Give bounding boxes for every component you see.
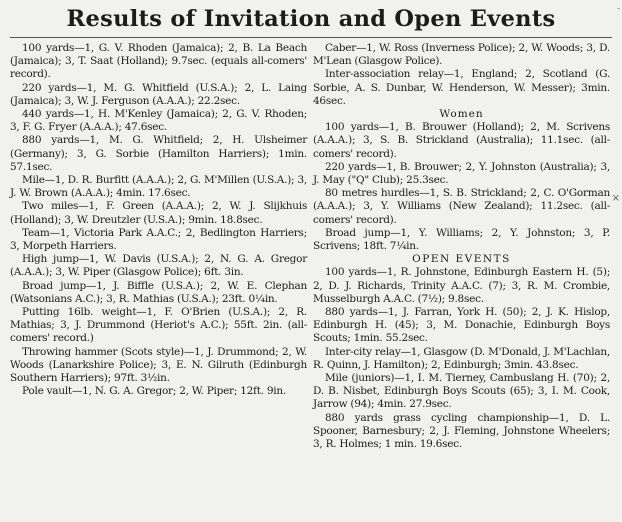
corner-dash-icon: - [616,4,620,14]
result-paragraph: 100 yards—1, R. Johnstone, Edinburgh Eastern H. (5); 2, D. J. Richards, Trinity A.A.C. (7); 3, R. M. Crombie, Musselburgh A.A.C. (7½); 9.8sec. [313,266,610,305]
result-paragraph: Broad jump—1, J. Biffle (U.S.A.); 2, W. E. Clephan (Watsonians A.C.); 3, R. Mathias (U.S.A.); 23ft. 0¼in. [10,279,307,305]
result-paragraph: 880 yards—1, J. Farran, York H. (50); 2, J. K. Hislop, Edinburgh H. (45); 3, M. Donachie, Edinburgh Boys Scouts; 1min. 55.2sec. [313,306,610,345]
result-paragraph: Pole vault—1, N. G. A. Gregor; 2, W. Piper; 12ft. 9in. [22,385,286,398]
result-paragraph: Two miles—1, F. Green (A.A.A.); 2, W. J. Slijkhuis (Holland); 3, W. Dreutzler (U.S.A.); 9min. 18.8sec. [10,200,307,226]
result-paragraph: 80 metres hurdles—1, S. B. Strickland; 2, C. O'Gorman (A.A.A.); 3, Y. Williams (New Zealand); 11.2sec. (all-comers' record). [313,187,610,226]
left-column [10,42,307,451]
scan-mark-icon: × [611,193,620,204]
result-paragraph: 100 yards—1, B. Brouwer (Holland); 2, M. Scrivens (A.A.A.); 3, S. B. Strickland (Australia); 11.1sec. (all-comers' record). [313,121,610,160]
result-paragraph: Putting 16lb. weight—1, F. O'Brien (U.S.A.); 2, R. Mathias; 3, J. Drummond (Heriot's A.C.); 55ft. 2in. (all-comers' record.) [10,306,307,345]
result-paragraph: Inter-association relay—1, England; 2, Scotland (G. Sorbie, A. S. Dunbar, W. Henderson, W. Messer); 3min. 46sec. [313,68,610,107]
title-divider [10,37,612,38]
result-paragraph: Throwing hammer (Scots style)—1, J. Drummond; 2, W. Woods (Lanarkshire Police); 3, E. N. Gilruth (Edinburgh Southern Harriers); 97ft. 3½in. [10,345,307,385]
result-paragraph: Mile (juniors)—1, I. M. Tierney, Cambuslang H. (70); 2, D. B. Nisbet, Edinburgh Boys Scouts (65); 3, I. M. Cook, Jarrow (94); 4min. 27.9sec. [313,372,610,411]
result-paragraph: 220 yards—1, M. G. Whitfield (U.S.A.); 2, L. Laing (Jamaica); 3, W. J. Ferguson (A.A.A.); 22.2sec. [10,81,307,107]
result-paragraph: 440 yards—1, H. M'Kenley (Jamaica); 2, G. V. Rhoden; 3, F. G. Fryer (A.A.A.); 47.6sec. [10,108,307,134]
women-heading: Women [439,108,484,121]
result-paragraph: 220 yards—1, B. Brouwer; 2, Y. Johnston (Australia); 3, J. May ("Q" Club); 25.3sec. [313,160,610,187]
result-paragraph: 880 yards grass cycling championship—1, D. L. Spooner, Barnesbury; 2, J. Fleming, Johnstone Wheelers; 3, R. Holmes; 1 min. 19.6sec. [313,411,610,451]
result-paragraph: Team—1, Victoria Park A.A.C.; 2, Bedlington Harriers; 3, Morpeth Harriers. [10,226,307,253]
right-column [313,42,610,451]
result-paragraph: High jump—1, W. Davis (U.S.A.); 2, N. G. A. Gregor (A.A.A.); 3, W. Piper (Glasgow Police); 6ft. 3in. [10,253,307,279]
open-events-heading: OPEN EVENTS [412,253,511,266]
result-paragraph: Inter-city relay—1, Glasgow (D. M'Donald, J. M'Lachlan, R. Quinn, J. Hamilton); 2, Edinburgh; 3min. 43.8sec. [313,345,610,371]
result-paragraph: Caber—1, W. Ross (Inverness Police); 2, W. Woods; 3, D. M'Lean (Glasgow Police). [313,42,610,68]
result-paragraph: Broad jump—1, Y. Williams; 2, Y. Johnston; 3, P. Scrivens; 18ft. 7¼in. [313,226,610,253]
result-paragraph: Mile—1, D. R. Burfitt (A.A.A.); 2, G. M'Millen (U.S.A.); 3, J. W. Brown (A.A.A.); 4min. 17.6sec. [10,174,307,200]
result-paragraph: 880 yards—1, M. G. Whitfield; 2, H. Ulsheimer (Germany); 3, G. Sorbie (Hamilton Harriers); 1min. 57.1sec. [10,134,307,173]
result-paragraph: 100 yards—1, G. V. Rhoden (Jamaica); 2, B. La Beach (Jamaica); 3, T. Saat (Holland); 9.7sec. (equals all-comers' record). [10,42,307,81]
page-title: Results of Invitation and Open Events [66,6,556,32]
results-columns [10,42,612,451]
